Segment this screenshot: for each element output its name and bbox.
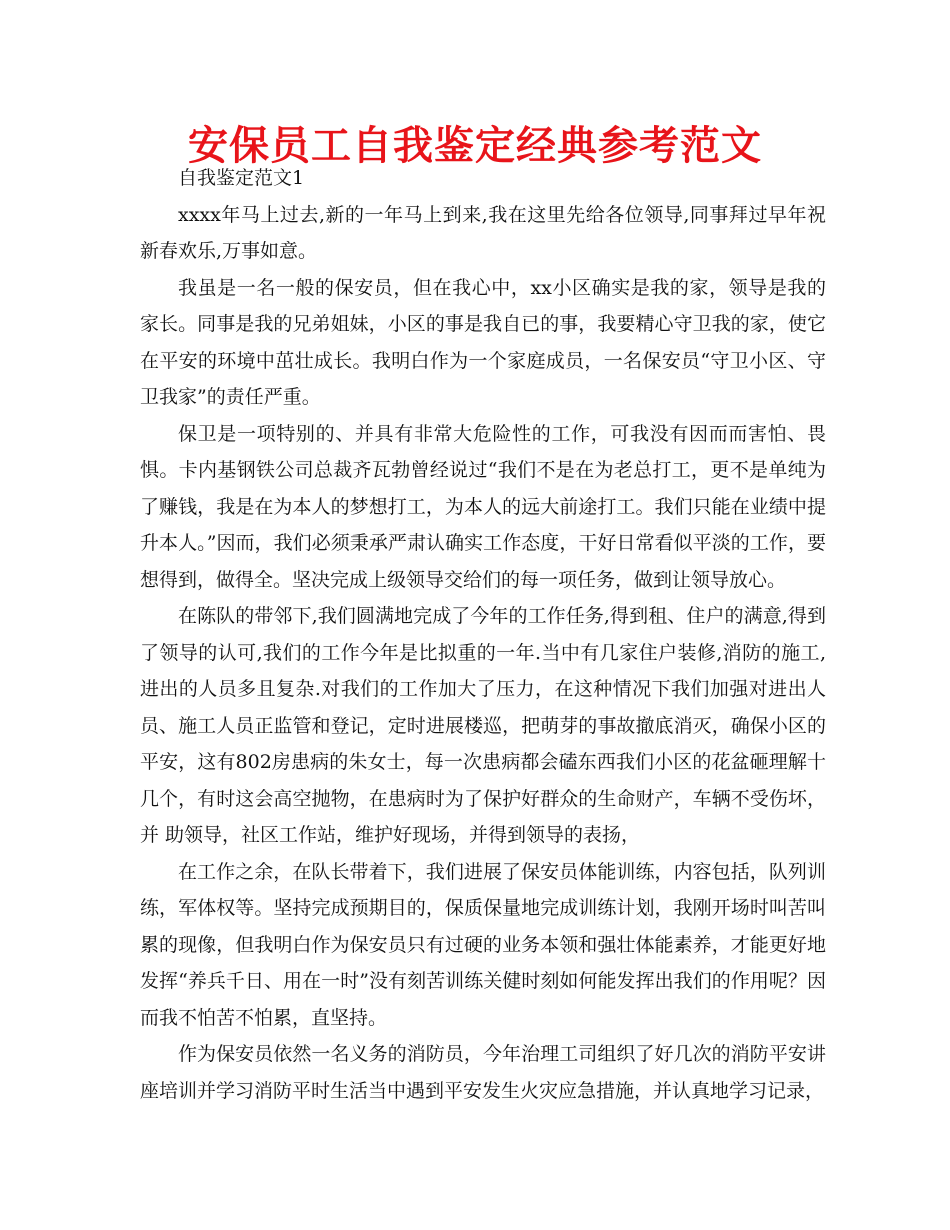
paragraph-1: xxxx年马上过去,新的一年马上到来,我在这里先给各位领导,同事拜过早年祝新春欢乐,万事如意。 (140, 203, 826, 262)
paragraph-3: 保卫是一项特别的、并具有非常大危险性的工作，可我没有因而而害怕、畏惧。卡内基钢铁公司总裁齐瓦勃曾经说过“我们不是在为老总打工，更不是单纯为了赚钱，我是在为本人的梦想打工，为本人的远大前途打工。我们只能在业绩中提升本人。”因而，我们必须秉承严肃认确实工作态度，干好日常看似平淡的工作，要想得到，做得全。坚决完成上级领导交给们的每一项任务，做到让领导放心。 (140, 422, 826, 591)
paragraph-5: 在工作之余，在队长带着下，我们进展了保安员体能训练，内容包括，队列训练，军体权等。坚持完成预期目的，保质保量地完成训练计划，我刚开场时叫苦叫累的现像，但我明白作为保安员只有过硬的业务本领和强壮体能素养，才能更好地发挥“养兵千日、用在一时”没有刻苦训练关健时刻如何能发挥出我们的作用呢？因而我不怕苦不怕累，直坚持。 (140, 860, 826, 1029)
paragraph-6: 作为保安员依然一名义务的消防员，今年治理工司组织了好几次的消防平安讲座培训并学习消防平时生活当中遇到平安发生火灾应急措施，并认真地学习记录， (140, 1043, 826, 1102)
section-heading: 自我鉴定范文1 (178, 167, 305, 189)
page-title: 安保员工自我鉴定经典参考范文 (188, 123, 762, 169)
paragraph-2: 我虽是一名一般的保安员，但在我心中，xx小区确实是我的家，领导是我的家长。同事是我的兄弟姐妹，小区的事是我自已的事，我要精心守卫我的家，使它在平安的环境中茁壮成长。我明白作为一个家庭成员，一名保安员“守卫小区、守卫我家”的责任严重。 (140, 276, 826, 408)
document-body (140, 160, 826, 1109)
paragraph-4: 在陈队的带邻下,我们圆满地完成了今年的工作任务,得到租、住户的满意,得到了领导的认可,我们的工作今年是比拟重的一年.当中有几家住户装修,消防的施工,进出的人员多且复杂.对我们的工作加大了压力，在这种情况下我们加强对进出人员、施工人员正监管和登记，定时进展楼巡，把萌芽的事故撤底消灭，确保小区的平安，这有802房患病的朱女士，每一次患病都会磕东西我们小区的花盆砸理解十几个，有时这会高空抛物，在患病时为了保护好群众的生命财产，车辆不受伤坏，并 助领导，社区工作站，维护好现场，并得到领导的表扬， (140, 605, 826, 846)
